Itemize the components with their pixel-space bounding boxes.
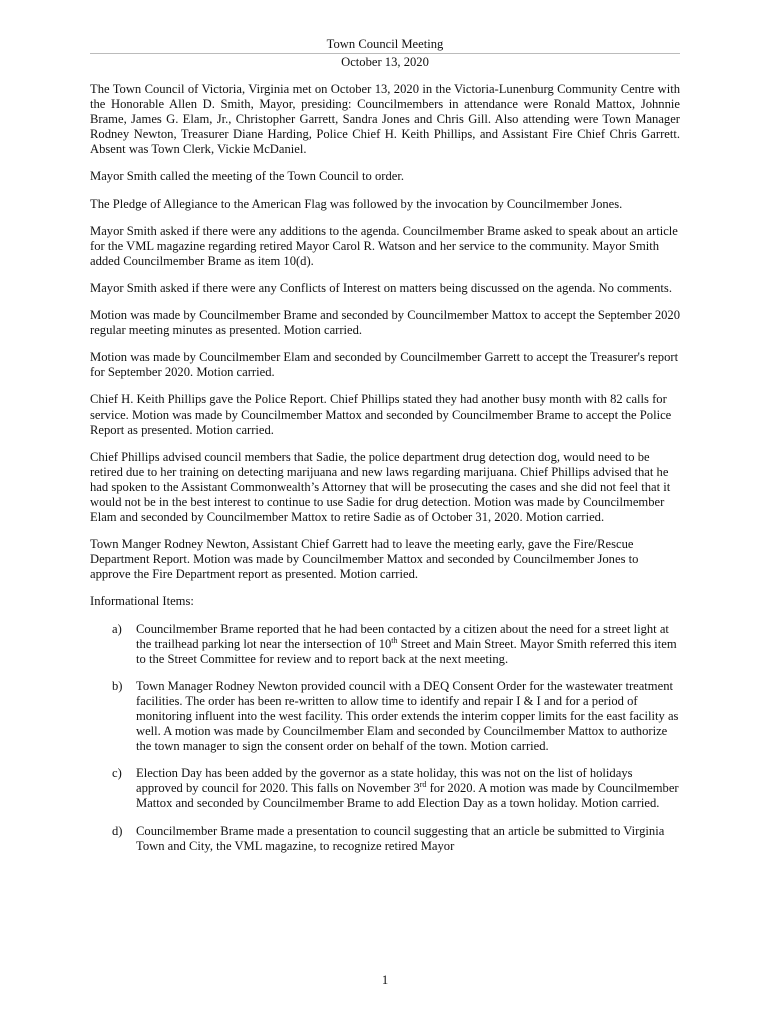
list-marker: b): [112, 678, 123, 693]
informational-items-list: [90, 622, 680, 854]
paragraph-police-report: Chief H. Keith Phillips gave the Police Report. Chief Phillips stated they had another busy month with 82 calls for service. Motion was made by Councilmember Mattox and seconded by Councilmember Brame to accept the Police Report as presented. Motion carried.: [90, 392, 672, 437]
list-item: [90, 824, 680, 854]
list-item-text-cont: for 2020. A motion was made by Councilmember Mattox and seconded by Councilmember Brame to add Election Day as a town holiday. Motion carried.: [136, 781, 679, 811]
paragraph-k9-retirement: Chief Phillips advised council members that Sadie, the police department drug detection dog, would need to be retired due to her training on detecting marijuana and new laws regarding marijuana. Chief Phillips advised that he had spoken to the Assistant Commonwealth’s Attorney that will be prosecuting the cases and she did not feel that it would not be in the best interest to continue to use Sadie for drug detection. Motion was made by Councilmember Elam and seconded by Councilmember Mattox to retire Sadie as of October 31, 2020. Motion carried.: [90, 449, 671, 525]
list-item-text: Election Day has been added by the governor as a state holiday, this was not on the list of holidays approved by council for 2020. This falls on November 3: [136, 766, 633, 796]
document-title: Town Council Meeting: [326, 37, 444, 51]
list-item-text: Councilmember Brame made a presentation to council suggesting that an article be submitted to Virginia Town and City, the VML magazine, to recognize retired Mayor: [136, 823, 665, 853]
attendance-paragraph: The Town Council of Victoria, Virginia met on October 13, 2020 in the Victoria-Lunenburg Community Centre with the Honorable Allen D. Smith, Mayor, presiding: Councilmembers in attendance were Ronald Mattox, Johnnie Brame, James G. Elam, Jr., Christopher Garrett, Sandra Jones and Chris Gill. Also attending were Town Manager Rodney Newton, Treasurer Diane Harding, Police Chief H. Keith Phillips, and Assistant Fire Chief Chris Garrett. Absent was Town Clerk, Vickie McDaniel.: [90, 82, 680, 157]
list-marker: a): [112, 621, 122, 636]
page-number: 1: [381, 973, 389, 987]
list-item-text: Town Manager Rodney Newton provided council with a DEQ Consent Order for the wastewater treatment facilities. The order has been re-written to allow time to identify and repair I & I and for a period of monitoring influent into the west facility. This order extends the interim copper limits for the east facility as well. A motion was made by Councilmember Elam and seconded by Councilmember Mattox to authorize the town manager to sign the consent order on behalf of the town. Motion carried.: [136, 678, 679, 754]
meeting-date: October 13, 2020: [341, 55, 429, 69]
paragraph-minutes-motion: Motion was made by Councilmember Brame and seconded by Councilmember Mattox to accept the September 2020 regular meeting minutes as presented. Motion carried.: [90, 308, 681, 338]
paragraph-agenda-additions: Mayor Smith asked if there were any additions to the agenda. Councilmember Brame asked to speak about an article for the VML magazine regarding retired Mayor Carol R. Watson and her service to the community. Mayor Smith added Councilmember Brame as item 10(d).: [90, 223, 678, 268]
ordinal-suffix: th: [391, 635, 398, 645]
list-item: [90, 766, 680, 811]
ordinal-suffix: rd: [419, 780, 427, 790]
list-item-text-cont: Street and Main Street. Mayor Smith referred this item to the Street Committee for review and to report back at the next meeting.: [136, 636, 677, 666]
list-marker: d): [112, 823, 123, 838]
minutes-body: [90, 82, 680, 866]
paragraph-pledge: The Pledge of Allegiance to the American Flag was followed by the invocation by Councilmember Jones.: [90, 196, 623, 211]
list-item: [90, 679, 680, 754]
list-item: [90, 622, 680, 667]
informational-items-heading: Informational Items:: [90, 594, 194, 609]
paragraph-conflicts: Mayor Smith asked if there were any Conflicts of Interest on matters being discussed on the agenda. No comments.: [90, 280, 672, 295]
paragraph-call-to-order: Mayor Smith called the meeting of the Town Council to order.: [90, 169, 405, 184]
header-divider: [90, 53, 680, 54]
list-item-text: Councilmember Brame reported that he had been contacted by a citizen about the need for a street light at the trailhead parking lot near the intersection of 10: [136, 621, 669, 651]
paragraph-treasurer-motion: Motion was made by Councilmember Elam and seconded by Councilmember Garrett to accept the Treasurer's report for September 2020. Motion carried.: [90, 350, 679, 380]
list-marker: c): [112, 766, 122, 781]
paragraph-fire-report: Town Manger Rodney Newton, Assistant Chief Garrett had to leave the meeting early, gave the Fire/Rescue Department Report. Motion was made by Councilmember Mattox and seconded by Councilmember Jones to approve the Fire Department report as presented. Motion carried.: [90, 537, 639, 582]
